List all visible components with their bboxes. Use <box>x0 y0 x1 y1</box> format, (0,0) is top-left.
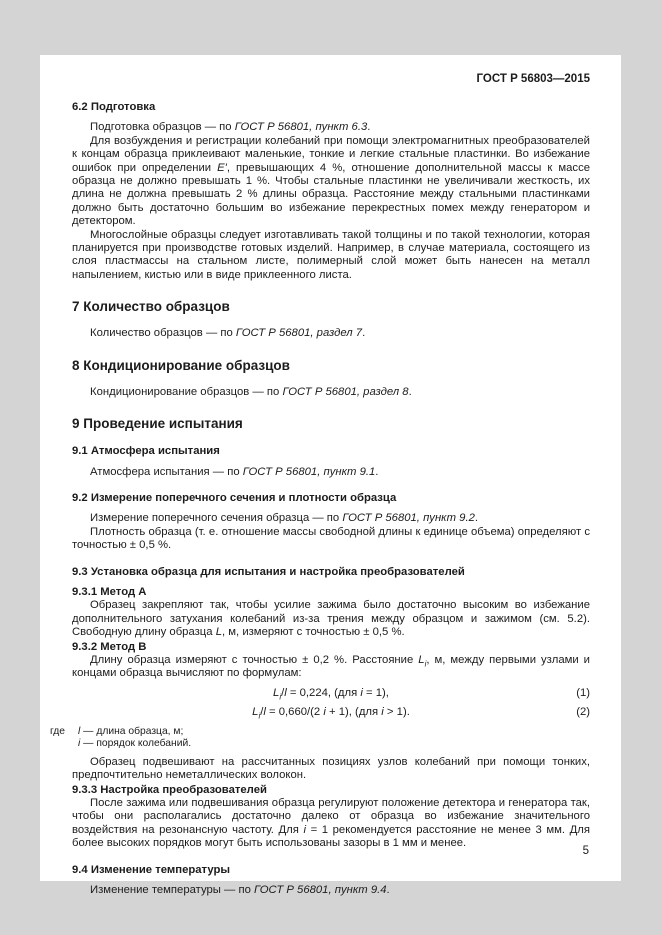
text-run: = 0,224, (для <box>286 686 361 699</box>
text-run: = 1 рекомендуется расстояние не менее 3 мм. Для более высоких порядков могут быть использованы зазоры в 1 мм и менее. <box>72 823 591 850</box>
text-run: 8 Кондиционирование образцов <box>72 357 290 373</box>
subscript-text: i <box>424 659 427 669</box>
text-run: , м, измеряют с точностью ± 0,5 %. <box>222 626 405 639</box>
text-run: ГОСТ Р 56801, пункт 9.2 <box>342 512 475 525</box>
text-run: 9.3 Установка образца для испытания и настройка преобразователей <box>72 565 465 578</box>
text-run: После зажима или подвешивания образца регулируют положение детектора и генератора так, чтобы они располагались достаточно далеко от образца во избежание значительного воздействия на резонансную частоту. Для <box>72 797 590 836</box>
text-run: l <box>284 686 287 699</box>
text-run: L <box>418 653 425 666</box>
subsection-heading <box>72 492 590 505</box>
formula <box>72 687 590 700</box>
text-run: . <box>386 884 390 897</box>
subscript-text: i <box>258 711 261 721</box>
paragraph <box>72 512 590 525</box>
clause-heading <box>72 641 590 654</box>
page-number: 5 <box>582 845 589 857</box>
paragraph <box>72 135 590 229</box>
text-run: + 1), (для <box>325 706 382 719</box>
text-run: Для возбуждения и регистрации колебаний при помощи электромагнитных преобразователей к концам образца приклеивают маленькие, тонкие и легкие стальные пластинки. Во избежание ошибок при определении <box>72 134 590 174</box>
clause-heading <box>72 784 590 797</box>
where-label: где <box>50 725 66 737</box>
text-run: . <box>474 512 479 525</box>
paragraph <box>72 797 590 851</box>
formula-body <box>252 706 410 721</box>
text-run: ГОСТ Р 56801, пункт 9.1 <box>242 465 376 478</box>
where-item <box>78 738 590 751</box>
text-run: ГОСТ Р 56801, раздел 8 <box>282 385 409 398</box>
text-run: i <box>360 686 363 699</box>
text-run: — длина образца, м; <box>80 725 184 737</box>
text-run: — порядок колебаний. <box>80 738 192 750</box>
text-run: Измерение поперечного сечения образца — по <box>90 512 343 525</box>
subsection-heading <box>72 566 590 579</box>
text-run: i <box>78 738 81 750</box>
text-run: ГОСТ Р 56801, пункт 6.3 <box>234 121 368 134</box>
subsection-heading <box>72 864 590 877</box>
text-run: . <box>375 465 379 478</box>
text-run: 9.3.3 Настройка преобразователей <box>72 783 267 796</box>
text-run: Количество образцов — по <box>90 327 236 340</box>
section-heading <box>72 416 590 432</box>
text-run: > 1). <box>383 706 410 719</box>
text-run: i <box>323 706 326 719</box>
text-run: 6.2 Подготовка <box>72 101 156 113</box>
paragraph <box>72 327 590 340</box>
where-clause <box>50 726 590 751</box>
text-run: , превышающих 4 %, отношение дополнительной массы к массе образца не должно превышать 1 %. Чтобы стальные пластинки не увеличивали жесткость, их длина не должна превышать 2 % длины образца. Расстояние между стальными пластинками должно быть достаточно большим во избежание перекрестных помех между генератором и детектором. <box>72 161 591 228</box>
document-content <box>50 101 591 897</box>
text-run: , м, между первыми узлами и концами образца вычисляют по формулам: <box>72 653 590 680</box>
text-run: L <box>273 686 280 699</box>
document-page <box>40 55 621 897</box>
where-items <box>78 726 590 751</box>
text-run: 9 Проведение испытания <box>72 416 243 432</box>
text-run: ГОСТ Р 56801, пункт 9.4 <box>254 884 387 897</box>
text-run: Многослойные образцы следует изготавливать такой толщины и по такой технологии, которая планируется при производстве готовых изделий. Например, в случае материала, состоящего из слоя пластмассы на стальном листе, полимерный слой может быть нанесен на металл напылением, кистью или в виде приклеенного листа. <box>72 228 590 281</box>
text-run: ГОСТ Р 56801, раздел 7 <box>235 327 363 340</box>
paragraph <box>72 229 590 283</box>
clause-heading <box>72 586 590 599</box>
text-run: Атмосфера испытания — по <box>90 465 243 478</box>
paragraph <box>72 526 590 553</box>
paragraph <box>72 884 590 897</box>
text-run: l <box>78 725 81 737</box>
text-run: L <box>215 626 222 639</box>
where-item <box>78 726 590 739</box>
text-run: Образец подвешивают на рассчитанных позициях узлов колебаний при помощи тонких, предпочтительно неметаллических волокон. <box>72 755 590 782</box>
text-run: Подготовка образцов — по <box>90 121 235 134</box>
text-run: / <box>281 686 285 699</box>
paragraph <box>72 121 590 134</box>
text-run: i <box>381 706 384 719</box>
formula-body <box>273 686 389 702</box>
formula <box>72 706 590 719</box>
formula-number: (1) <box>576 686 590 699</box>
paragraph <box>72 599 590 639</box>
paragraph <box>72 654 590 681</box>
text-run: 9.3.1 Метод А <box>72 585 147 598</box>
text-run: l <box>263 706 266 719</box>
paragraph <box>72 756 590 783</box>
subscript-text: i <box>279 692 282 702</box>
text-run: = 0,660/(2 <box>265 706 324 719</box>
text-run: Изменение температуры — по <box>90 884 254 897</box>
text-run: 9.4 Изменение температуры <box>72 863 231 876</box>
text-run: Плотность образца (т. е. отношение массы свободной длины к единице объема) определяют с точностью ± 0,5 %. <box>72 525 590 552</box>
text-run: = 1), <box>362 686 389 699</box>
text-run: E' <box>217 161 227 174</box>
subsection-heading <box>72 445 590 458</box>
text-run: / <box>260 706 264 719</box>
text-run: . <box>367 121 371 134</box>
subsection-heading <box>72 101 590 114</box>
text-run: Длину образца измеряют с точностью ± 0,2 %. Расстояние <box>90 653 419 666</box>
paragraph <box>72 466 590 479</box>
formula-number: (2) <box>576 706 590 719</box>
document-header: ГОСТ Р 56803—2015 <box>476 73 590 85</box>
section-heading <box>72 299 590 315</box>
text-run: i <box>303 823 306 836</box>
text-run: L <box>252 706 259 719</box>
text-run: Кондиционирование образцов — по <box>90 385 283 398</box>
text-run: . <box>408 385 412 398</box>
text-run: 9.3.2 Метод В <box>72 640 147 653</box>
text-run: Образец закрепляют так, чтобы усилие зажима было достаточно высоким во избежание дополнительного затухания колебаний из-за трения между образцом и зажимом (см. 5.2). Свободную длину образца <box>72 599 590 639</box>
text-run: . <box>362 327 366 340</box>
page-body <box>40 55 621 897</box>
paragraph <box>72 386 590 399</box>
text-run: 9.1 Атмосфера испытания <box>72 445 220 458</box>
text-run: 9.2 Измерение поперечного сечения и плотности образца <box>72 491 397 504</box>
section-heading <box>72 358 590 374</box>
text-run: 7 Количество образцов <box>72 299 230 315</box>
